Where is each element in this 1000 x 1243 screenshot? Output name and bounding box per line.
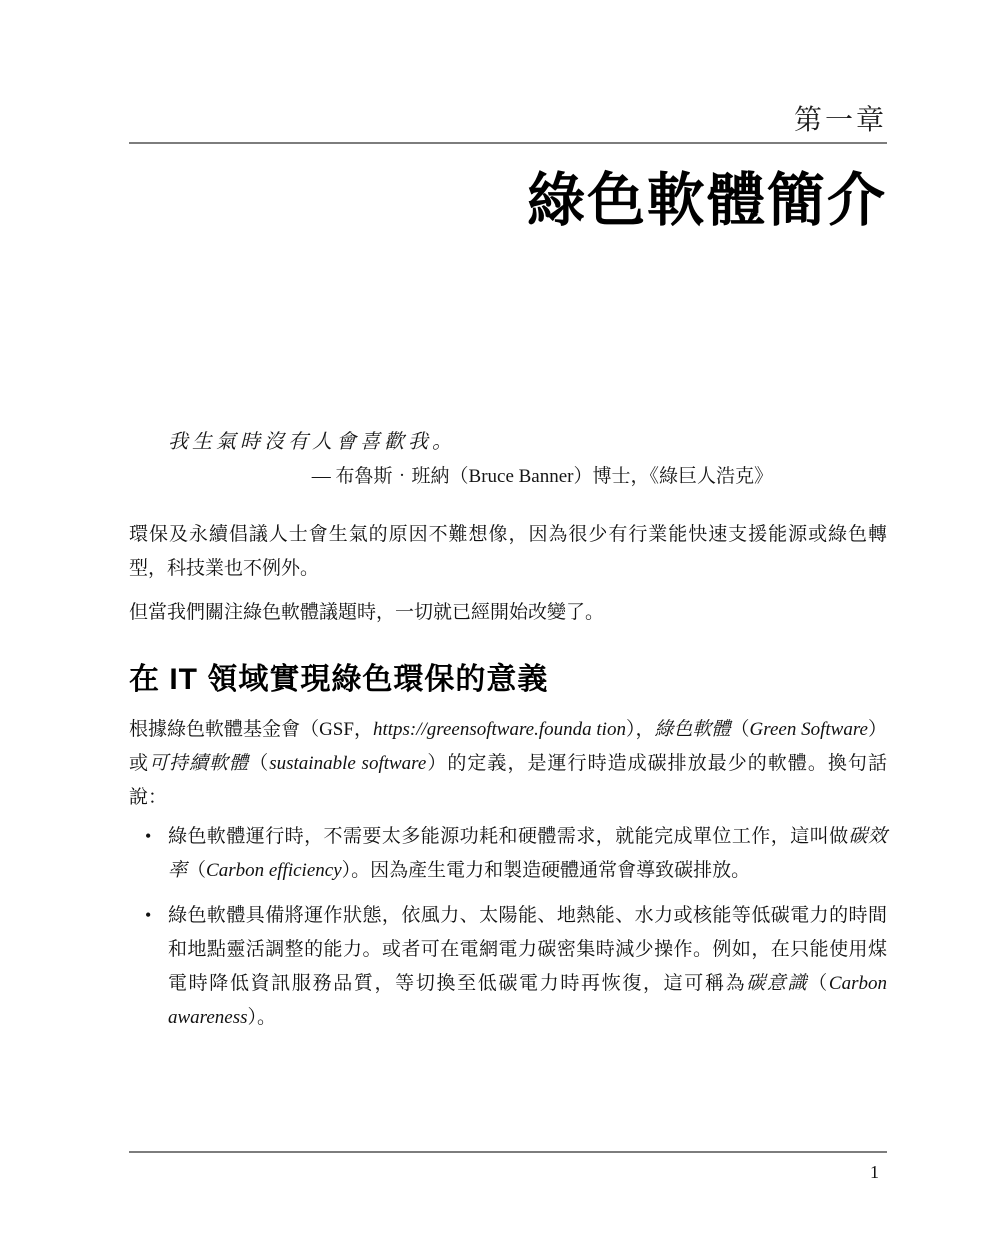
chapter-title: 綠色軟體簡介 <box>526 168 887 233</box>
text-segment: ）。 <box>247 1007 277 1028</box>
text-segment: （ <box>730 719 750 740</box>
epigraph-quote: 我生氣時沒有人會喜歡我。 <box>168 431 456 453</box>
text-segment: 綠色軟體運行時，不需要太多能源功耗和硬體需求，就能完成單位工作，這叫做 <box>168 826 849 847</box>
emphasized-text: Green Software <box>749 719 868 740</box>
text-segment: ）。因為產生電力和製造硬體通常會導致碳排放。 <box>341 860 751 881</box>
bullet-item-carbon-efficiency <box>129 820 887 888</box>
page-content <box>129 0 887 1035</box>
text-segment: ）， <box>625 719 655 740</box>
text-segment: （ <box>187 860 207 881</box>
emphasized-text: 碳效率 <box>168 826 887 881</box>
text-segment: ）或 <box>129 719 887 774</box>
bullet-list <box>129 820 887 1035</box>
bullet-item-carbon-awareness <box>129 899 887 1035</box>
section-paragraph <box>129 713 887 815</box>
text-segment: 根據綠色軟體基金會（GSF， <box>129 719 373 740</box>
emphasized-text: 綠色軟體 <box>654 719 731 740</box>
section-heading: 在 IT 領域實現綠色環保的意義 <box>129 663 549 696</box>
header-rule <box>129 142 887 144</box>
emphasized-text: 碳意識 <box>746 973 809 994</box>
emphasized-text: Carbon efficiency <box>206 860 342 881</box>
body-paragraph-1: 環保及永續倡議人士會生氣的原因不難想像，因為很少有行業能快速支援能源或綠色轉型，科技業也不例外。 <box>129 524 887 579</box>
chapter-label: 第一章 <box>793 104 887 135</box>
emphasized-text: 可持續軟體 <box>149 753 250 774</box>
bullet-item-text <box>168 826 887 881</box>
bullet-icon: • <box>145 905 152 925</box>
bullet-icon: • <box>145 826 152 846</box>
emphasized-text: sustainable software <box>269 753 427 774</box>
page-number: 1 <box>870 1162 879 1182</box>
emphasized-text: Carbon awareness <box>168 973 887 1028</box>
footer-rule <box>129 1151 887 1153</box>
body-paragraph-2: 但當我們關注綠色軟體議題時，一切就已經開始改變了。 <box>129 602 605 623</box>
text-segment: （ <box>808 973 829 994</box>
text-segment: 綠色軟體具備將運作狀態，依風力、太陽能、地熱能、水力或核能等低碳電力的時間和地點靈活調整的能力。或者可在電網電力碳密集時減少操作。例如，在只能使用煤電時降低資訊服務品質，等切換至低碳電力時再恢復，這可稱為 <box>168 905 887 994</box>
epigraph <box>168 428 773 491</box>
text-segment: （ <box>249 753 270 774</box>
bullet-item-text <box>168 905 887 1028</box>
epigraph-attribution: — 布魯斯‧班納（Bruce Banner）博士，《綠巨人浩克》 <box>311 466 773 487</box>
emphasized-text: https://greensoftware.founda tion <box>372 719 626 740</box>
page-footer <box>129 1151 887 1184</box>
text-segment: ）的定義，是運行時造成碳排放最少的軟體。換句話說： <box>129 753 887 808</box>
